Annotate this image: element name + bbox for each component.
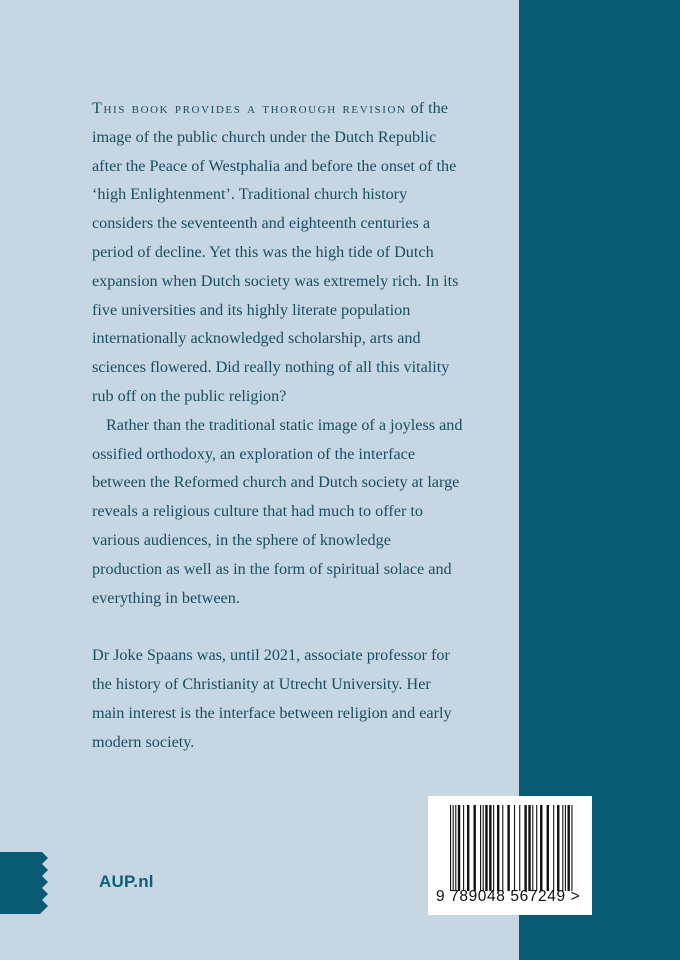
back-cover-blurb — [92, 94, 464, 756]
barcode-bar — [497, 805, 499, 891]
barcode-bar — [453, 805, 454, 891]
barcode-bar — [450, 805, 451, 891]
barcode-bars — [450, 805, 574, 891]
barcode-bar — [532, 805, 533, 891]
barcode-bar — [524, 805, 526, 891]
barcode-bar — [483, 805, 484, 891]
barcode-bar — [467, 805, 469, 891]
barcode-bar — [519, 805, 520, 891]
barcode-bar — [571, 805, 572, 891]
barcode-bar — [557, 805, 559, 891]
barcode-bar — [567, 805, 569, 891]
barcode-bar — [493, 805, 494, 891]
blurb-paragraph-1-text: of the image of the public church under the Dutch Republic after the Peace of Westphalia and before the onset of the ‘high Enlightenment’. Traditional church history considers the seventeenth and eighteenth centuries a period of decline. Yet this was the high tide of Dutch expansion when Dutch society was extremely rich. In its five universities and its highly literate population internationally acknowledged scholarship, arts and sciences flowered. Did really nothing of all this vitality rub off on the public religion? — [92, 99, 459, 405]
barcode-bar — [514, 805, 515, 891]
blurb-paragraph-2: Rather than the traditional static image of a joyless and ossified orthodoxy, an exploration of the interface between the Reformed church and Dutch society at large reveals a religious culture that had much to offer to various audiences, in the sphere of knowledge production as well as in the form of spiritual solace and everything in between. — [92, 415, 463, 607]
barcode-bar — [528, 805, 530, 891]
barcode-bar — [455, 805, 456, 891]
barcode-bar — [485, 805, 487, 891]
barcode-bar — [565, 805, 566, 891]
barcode-bar — [562, 805, 563, 891]
blurb-lead-in: This book provides a thorough revision — [92, 99, 407, 117]
blurb-paragraph-1 — [92, 94, 464, 411]
barcode-digits: 9 789048 567249 > — [436, 888, 581, 905]
publisher-tab-mark — [0, 852, 50, 914]
barcode-bar — [480, 805, 481, 891]
barcode-bar — [507, 805, 509, 891]
barcode-bar — [502, 805, 503, 891]
barcode-bar — [463, 805, 464, 891]
barcode-bar — [547, 805, 549, 891]
isbn-barcode-label — [428, 796, 592, 915]
barcode-bar — [540, 805, 542, 891]
barcode-bar — [553, 805, 554, 891]
barcode-bar — [536, 805, 537, 891]
publisher-logo: AUP.nl — [99, 872, 154, 891]
barcode-bar — [489, 805, 491, 891]
barcode-bar — [458, 805, 460, 891]
author-bio: Dr Joke Spaans was, until 2021, associate professor for the history of Christianity at Utrecht University. Her main interest is the interface between religion and early modern society. — [92, 646, 452, 751]
barcode-bar — [473, 805, 475, 891]
